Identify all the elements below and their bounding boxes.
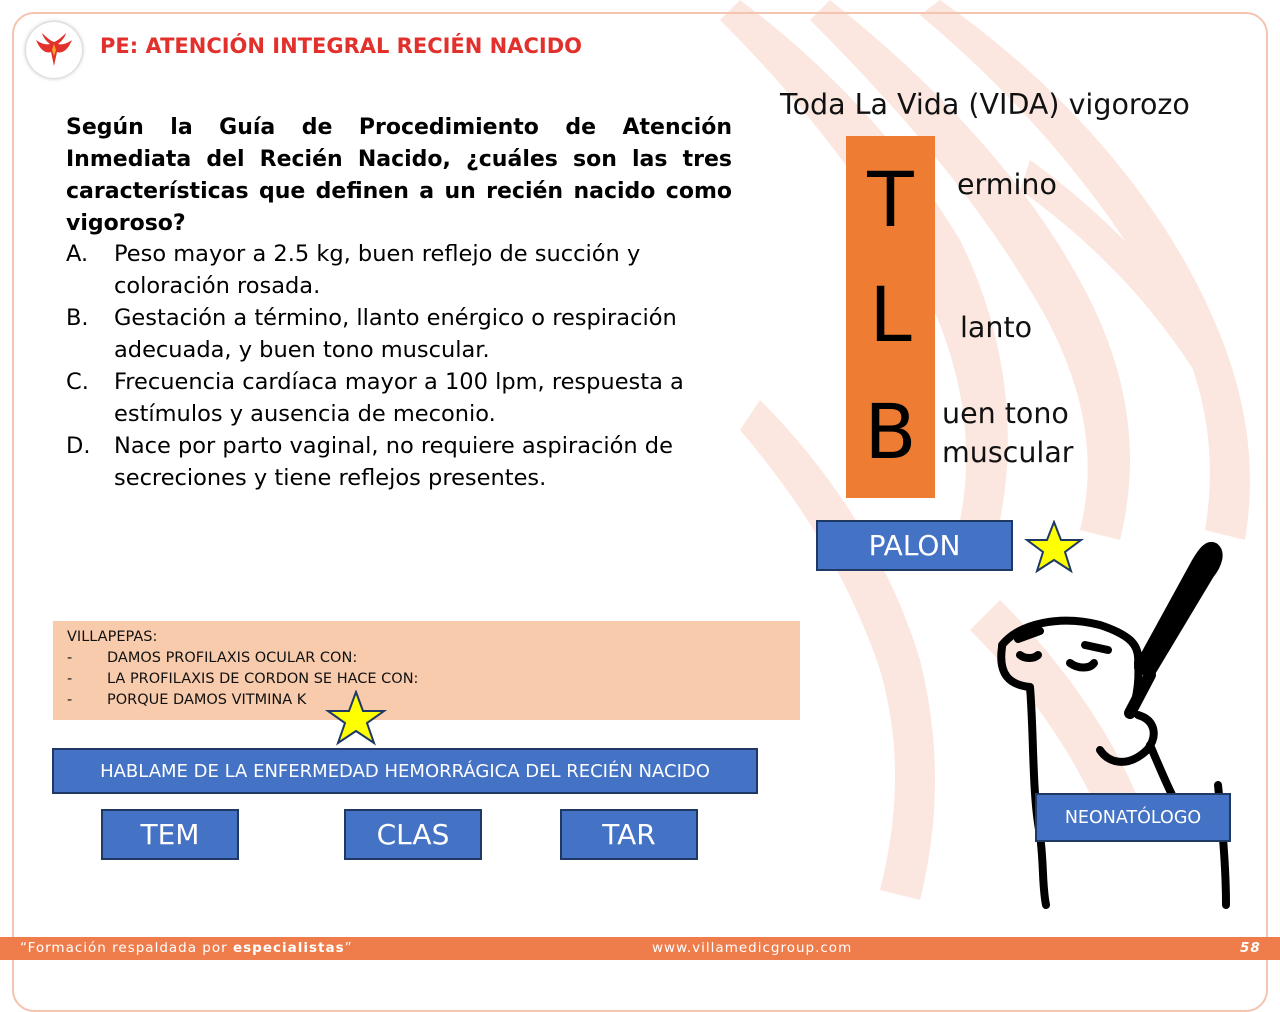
note-text: LA PROFILAXIS DE CORDON SE HACE CON: [107, 671, 419, 687]
footer-bar [0, 937, 1280, 960]
option-text: Frecuencia cardíaca mayor a 100 lpm, respuesta a estímulos y ausencia de meconio. [114, 369, 684, 427]
mnemonic-letter-b: B [864, 387, 917, 476]
mnemonic-word-termino: ermino [957, 168, 1057, 201]
phoenix-logo-icon [34, 32, 74, 68]
mnemonic-word-buen-tono: uen tono [942, 397, 1069, 430]
note-text: PORQUE DAMOS VITMINA K [107, 692, 307, 708]
option-letter: A. [66, 241, 89, 267]
tar-button[interactable]: TAR [560, 809, 698, 860]
mnemonic-letter-t: T [867, 155, 914, 244]
option-d[interactable] [66, 430, 746, 494]
palon-button[interactable]: PALON [816, 520, 1013, 571]
footer-slogan [20, 940, 353, 956]
option-letter: C. [66, 369, 89, 395]
note-item: - PORQUE DAMOS VITMINA K [67, 690, 786, 711]
option-a[interactable] [66, 238, 746, 302]
mnemonic-title: Toda La Vida (VIDA) vigorozo [780, 88, 1190, 121]
option-text: Nace por parto vaginal, no requiere aspiración de secreciones y tiene reflejos presentes. [114, 433, 673, 491]
answer-options [66, 238, 746, 494]
note-item: - LA PROFILAXIS DE CORDON SE HACE CON: [67, 669, 786, 690]
flork-character-drawing [990, 535, 1235, 910]
question-text: Según la Guía de Procedimiento de Atención Inmediata del Recién Nacido, ¿cuáles son las tres características que definen a un recién nacido como vigoroso? [66, 115, 732, 236]
tem-button[interactable]: TEM [101, 809, 239, 860]
villapepas-notes [53, 621, 800, 720]
note-item: - DAMOS PROFILAXIS OCULAR CON: [67, 648, 786, 669]
neonatologo-button[interactable]: NEONATÓLOGO [1035, 793, 1231, 842]
notes-title: VILLAPEPAS: [67, 629, 158, 645]
clas-button[interactable]: CLAS [344, 809, 482, 860]
mnemonic-word-llanto: lanto [960, 311, 1033, 344]
option-letter: B. [66, 305, 89, 331]
option-b[interactable] [66, 302, 746, 366]
option-text: Gestación a término, llanto enérgico o respiración adecuada, y buen tono muscular. [114, 305, 677, 363]
slogan-pre: “Formación respaldada por [20, 940, 233, 956]
option-letter: D. [66, 433, 91, 459]
star-icon [324, 690, 388, 746]
page-number: 58 [1240, 940, 1261, 956]
page-title: PE: ATENCIÓN INTEGRAL RECIÉN NACIDO [100, 34, 582, 58]
slogan-post: ” [344, 940, 353, 956]
hemorragica-button[interactable]: HABLAME DE LA ENFERMEDAD HEMORRÁGICA DEL RECIÉN NACIDO [52, 748, 758, 794]
mnemonic-word-muscular: muscular [942, 436, 1074, 469]
option-c[interactable] [66, 366, 746, 430]
mnemonic-letter-l: L [869, 270, 912, 359]
slogan-bold: especialistas [232, 940, 345, 956]
brand-logo [26, 22, 82, 78]
note-text: DAMOS PROFILAXIS OCULAR CON: [107, 650, 358, 666]
footer-website[interactable]: www.villamedicgroup.com [652, 940, 853, 956]
option-text: Peso mayor a 2.5 kg, buen reflejo de succión y coloración rosada. [114, 241, 641, 299]
